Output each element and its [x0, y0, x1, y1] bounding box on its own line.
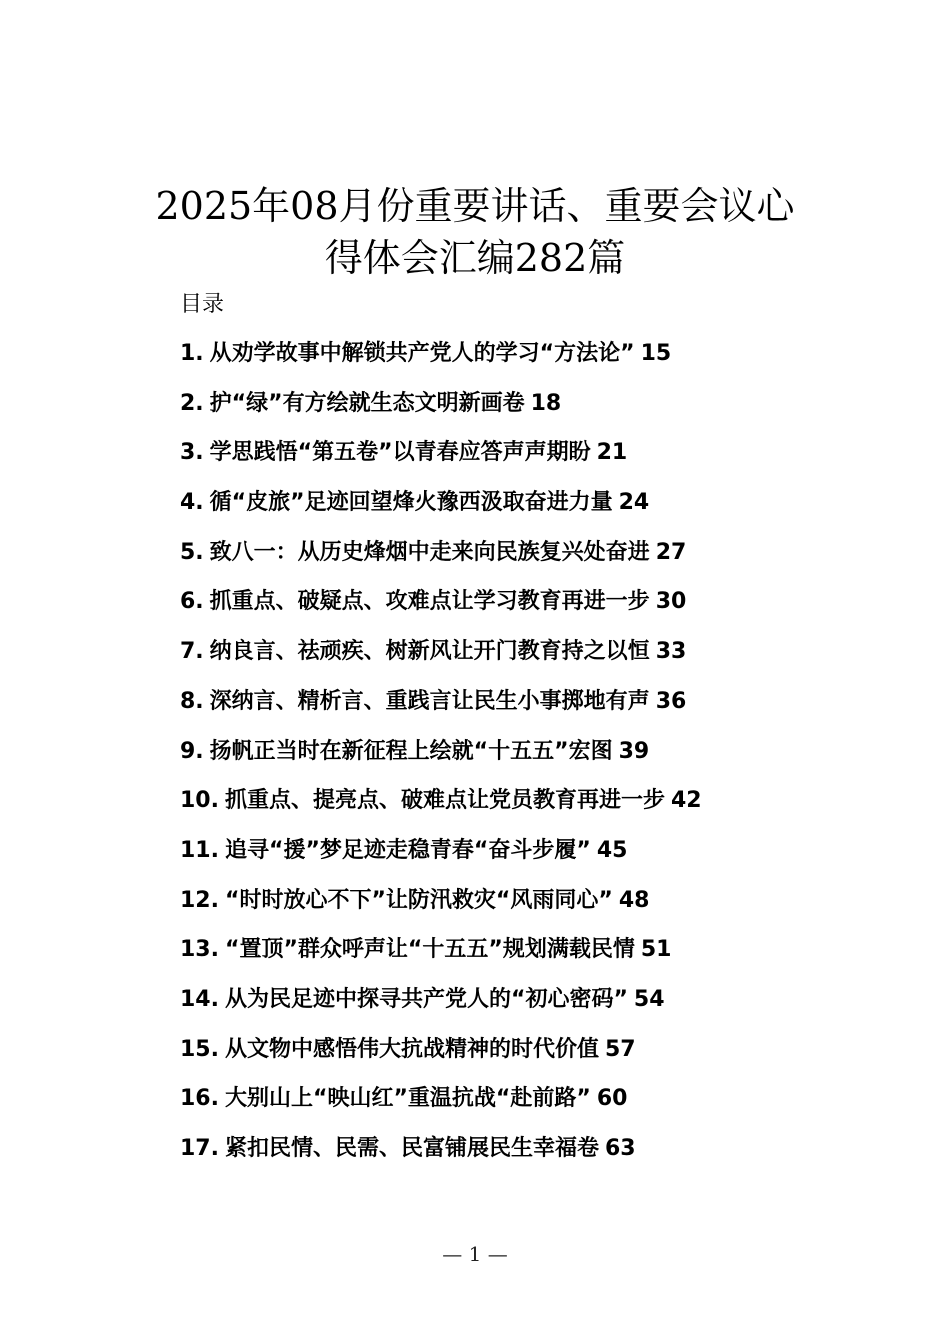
toc-item-number: 6.: [180, 589, 204, 615]
toc-item-page: 24: [618, 490, 650, 516]
toc-item-title: 追寻“援”梦足迹走稳青春“奋斗步履”: [224, 837, 591, 863]
toc-item-number: 9.: [180, 738, 204, 764]
toc-item[interactable]: [180, 386, 880, 436]
toc-item-page: 30: [655, 589, 687, 615]
toc-item[interactable]: [180, 982, 880, 1032]
toc-item-number: 13.: [180, 937, 219, 963]
toc-item-title: 致八一：从历史烽烟中走来向民族复兴处奋进: [209, 539, 650, 565]
toc-item-title: 纳良言、祛顽疾、树新风让开门教育持之以恒: [209, 639, 650, 665]
toc-item[interactable]: [180, 734, 880, 784]
toc-item[interactable]: [180, 485, 880, 535]
toc-item-title: 紧扣民情、民需、民富铺展民生幸福卷: [224, 1136, 599, 1161]
toc-item-title: 循“皮旅”足迹回望烽火豫西汲取奋进力量: [209, 490, 613, 516]
toc-item[interactable]: [180, 684, 880, 734]
toc-item-title: 从文物中感悟伟大抗战精神的时代价值: [224, 1036, 599, 1062]
toc-item-number: 12.: [180, 887, 219, 913]
toc-item-page: 42: [671, 788, 702, 814]
toc-item-page: 57: [605, 1036, 636, 1062]
toc-item[interactable]: [180, 584, 880, 634]
toc-item-number: 3.: [180, 440, 204, 466]
toc-item-number: 11.: [180, 837, 219, 863]
toc-item-number: 16.: [180, 1086, 219, 1112]
toc-item-title: “置顶”群众呼声让“十五五”规划满载民情: [224, 937, 635, 963]
toc-item-title: 扬帆正当时在新征程上绘就“十五五”宏图: [209, 738, 613, 764]
toc-item[interactable]: [180, 435, 880, 485]
toc-item-number: 2.: [180, 390, 204, 416]
toc-item-number: 8.: [180, 688, 204, 714]
toc-item[interactable]: [180, 883, 880, 933]
toc-item-number: 15.: [180, 1036, 219, 1062]
toc-item-page: 39: [618, 738, 650, 764]
toc-item[interactable]: [180, 1081, 880, 1131]
toc-item-number: 4.: [180, 490, 204, 516]
toc-item-title: 护“绿”有方绘就生态文明新画卷: [209, 390, 525, 416]
document-title: [100, 180, 850, 284]
toc-item-title: 学思践悟“第五卷”以青春应答声声期盼: [209, 440, 591, 466]
toc-item-title: 抓重点、提亮点、破难点让党员教育再进一步: [224, 788, 665, 814]
document-title-line-1: 2025年08月份重要讲话、重要会议心: [155, 184, 795, 228]
toc-item-page: 51: [640, 937, 672, 963]
toc-item-page: 27: [655, 539, 687, 565]
toc-item-number: 7.: [180, 639, 204, 665]
toc-item-number: 10.: [180, 788, 219, 814]
toc-item-number: 17.: [180, 1136, 219, 1161]
toc-item-title: 抓重点、破疑点、攻难点让学习教育再进一步: [209, 589, 650, 615]
toc-item-title: 大别山上“映山红”重温抗战“赴前路”: [224, 1086, 591, 1112]
toc-item-title: 从为民足迹中探寻共产党人的“初心密码”: [224, 986, 628, 1012]
toc-item[interactable]: [180, 1032, 880, 1082]
toc-item-title: 从劝学故事中解锁共产党人的学习“方法论”: [209, 341, 635, 366]
page-number-footer: — 1 —: [442, 1242, 508, 1266]
toc-item[interactable]: [180, 336, 880, 386]
document-title-line-2: 得体会汇编282篇: [324, 236, 626, 280]
toc-item-page: 36: [655, 688, 687, 714]
toc-item-page: 21: [596, 440, 628, 466]
toc-item-page: 33: [655, 639, 687, 665]
toc-item-page: 18: [530, 390, 562, 416]
toc-item-number: 14.: [180, 986, 219, 1012]
toc-item-page: 54: [633, 986, 665, 1012]
toc-item[interactable]: [180, 634, 880, 684]
toc-item[interactable]: [180, 1131, 880, 1181]
toc-item-page: 15: [640, 341, 672, 366]
toc-item-number: 5.: [180, 539, 204, 565]
table-of-contents: [180, 336, 880, 1181]
toc-item-number: 1.: [180, 341, 204, 366]
toc-item-page: 48: [618, 887, 650, 913]
toc-item-title: 深纳言、精析言、重践言让民生小事掷地有声: [209, 688, 650, 714]
toc-item[interactable]: [180, 535, 880, 585]
toc-item-page: 63: [605, 1136, 636, 1161]
toc-item-page: 60: [596, 1086, 628, 1112]
toc-item[interactable]: [180, 783, 880, 833]
toc-heading: 目录: [180, 292, 225, 317]
toc-item-page: 45: [596, 837, 628, 863]
toc-item-title: “时时放心不下”让防汛救灾“风雨同心”: [224, 887, 613, 913]
toc-item[interactable]: [180, 833, 880, 883]
toc-item[interactable]: [180, 932, 880, 982]
